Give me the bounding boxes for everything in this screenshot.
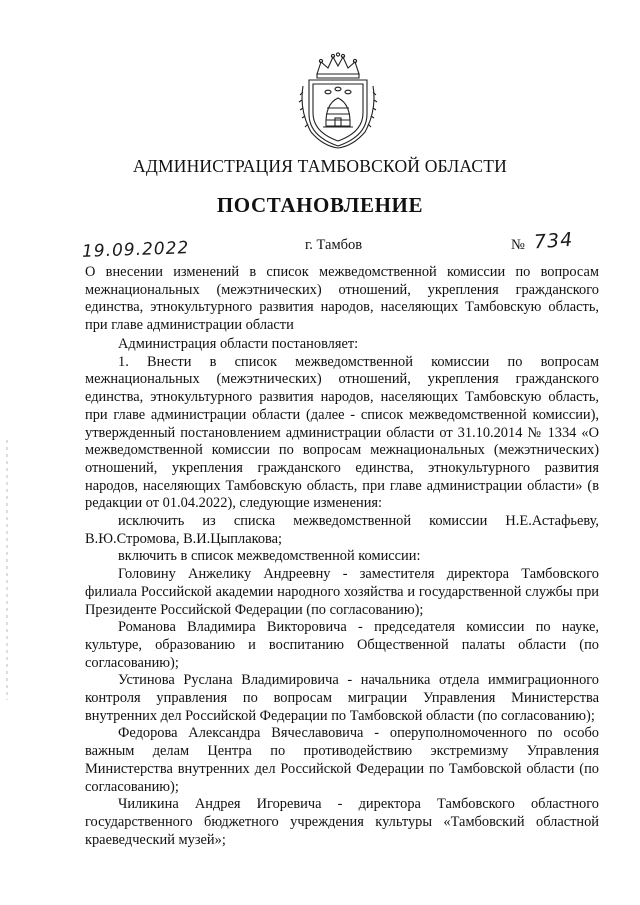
handwritten-date: 19.09.2022 bbox=[81, 238, 190, 262]
organization-title: АДМИНИСТРАЦИЯ ТАМБОВСКОЙ ОБЛАСТИ bbox=[133, 156, 507, 176]
body-paragraph: Головину Анжелику Андреевну - заместителя директора Тамбовского филиала Российской академии народного хозяйства и государственной службы при Президенте Российской Федерации (по согласованию); bbox=[85, 566, 599, 618]
body-paragraph: включить в список межведомственной комиссии: bbox=[118, 548, 421, 565]
body-paragraph: Чиликина Андрея Игоревича - директора Тамбовского областного государственного бюджетного учреждения культуры «Тамбовский областной краеведческий музей»; bbox=[85, 796, 599, 848]
body-paragraph: исключить из списка межведомственной комиссии Н.Е.Астафьеву, В.Ю.Стромова, В.И.Цыплакова; bbox=[85, 513, 599, 547]
document-subject: О внесении изменений в список межведомственной комиссии по вопросам межнациональных (межэтнических) отношений, укрепления гражданского единства, этнокультурного развития народов, населяющих Тамбовскую область, при главе администрации области bbox=[85, 264, 599, 334]
body-paragraph: 1. Внести в список межведомственной комиссии по вопросам межнациональных (межэтнических) отношений, укрепления гражданского единства, этнокультурного развития народов, населяющих Тамбовскую область, при главе администрации области (далее - список межведомственной комиссии), утвержденный постановлением администрации области от 31.10.2014 № 1334 «О межведомственной комиссии по вопросам межнациональных (межэтнических) отношений, укрепления гражданского единства, этнокультурного развития народов, населяющих Тамбовскую область, при главе администрации области» (в редакции от 01.04.2022), следующие изменения: bbox=[85, 353, 599, 512]
margin-stamp-mark bbox=[6, 440, 8, 700]
city-label: г. Тамбов bbox=[305, 237, 363, 253]
number-sign: № bbox=[511, 237, 525, 253]
tambov-coat-of-arms-icon bbox=[295, 52, 381, 150]
body-paragraph: Администрация области постановляет: bbox=[118, 336, 359, 352]
handwritten-number: 734 bbox=[533, 228, 574, 254]
document-type-heading: ПОСТАНОВЛЕНИЕ bbox=[216, 193, 424, 217]
body-paragraph: Романова Владимира Викторовича - председателя комиссии по науке, культуре, образованию и воспитанию Общественной палаты области (по согласованию); bbox=[85, 619, 599, 671]
document-body bbox=[85, 336, 599, 849]
body-paragraph: Федорова Александра Вячеславовича - оперуполномоченного по особо важным делам Центра по противодействию экстремизму Управления Министерства внутренних дел Российской Федерации по Тамбовской области (по согласованию); bbox=[85, 725, 599, 795]
body-paragraph: Устинова Руслана Владимировича - начальника отдела иммиграционного контроля управления по вопросам миграции Управления Министерства внутренних дел Российской Федерации по Тамбовской области (по согласованию); bbox=[85, 672, 599, 724]
